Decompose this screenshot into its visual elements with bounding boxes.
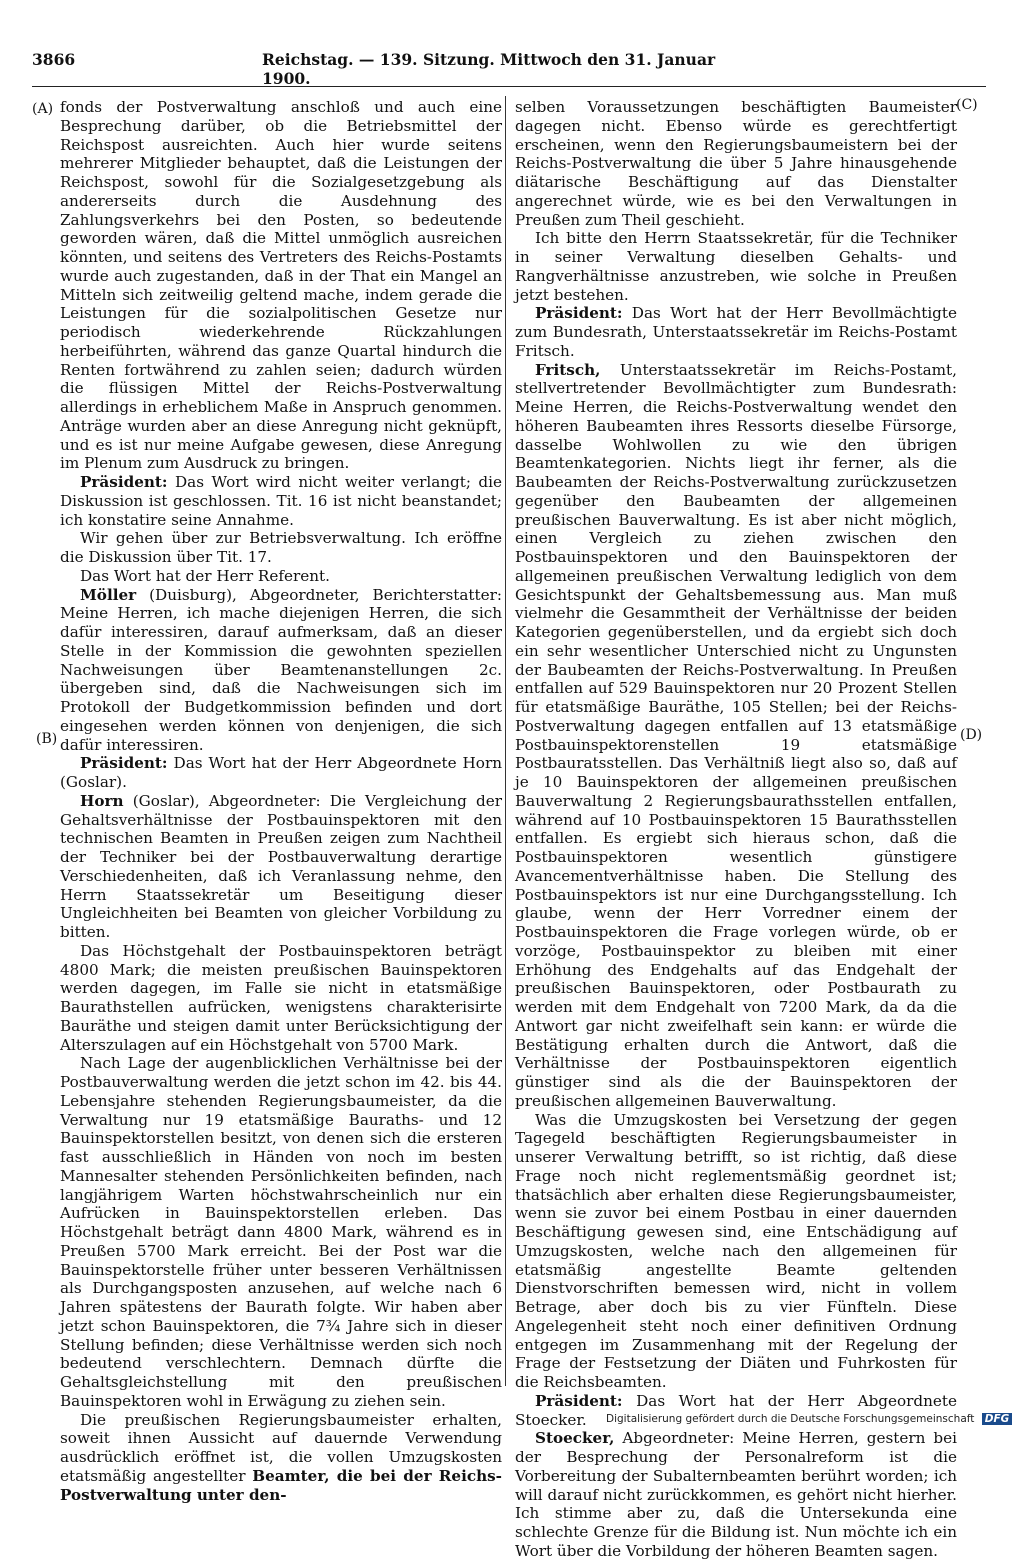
paragraph: Nach Lage der augenblicklichen Verhältnisse bei der Postbauverwaltung werden die jetzt schon im 42. bis 44. Lebensjahre stehenden Regierungsbaumeister, da die Verwaltung nur 19 etatsmäßige Bauraths- und 12 Bauinspektorstellen besitzt, von denen sich die ersteren fast ausschließlich in Händen von noch im besten Mannesalter stehenden Persönlichkeiten befinden, nach langjährigem Warten höchstwahrscheinlich nur ein Aufrücken in Bauinspektorstellen erleben. Das Höchstgehalt beträgt dann 4800 Mark, während es in Preußen 5700 Mark erreicht. Bei der Post war die Bauinspektorstelle früher unter besseren Verhältnissen als Durchgangsposten anzusehen, auf welche nach 6 Jahren spätestens der Baurath folgte. Wir haben aber jetzt schon Bauinspektoren, die 7¾ Jahre sich in dieser Stellung befinden; diese Verhältnisse werden sich noch bedeutend verschlechtern. Demnach dürfte die Gehaltsgleichstellung mit den preußischen Bauinspektoren wohl in Erwägung zu ziehen sein. <box>60 1054 502 1410</box>
paragraph-text: Das Wort hat der Herr Bevollmächtigte zum Bundesrath, Unterstaatssekretär im Reichs-Postamt Fritsch. <box>515 304 957 360</box>
paragraph: fonds der Postverwaltung anschloß und auch eine Besprechung darüber, ob die Betriebsmittel der Reichspost ausreichten. Auch hier wurde seitens mehrerer Mitglieder behauptet, daß die Leistungen der Reichspost, sowohl für die Sozialgesetzgebung als andererseits durch die Ausdehnung des Zahlungsverkehrs bei den Posten, so bedeutende geworden wären, daß die Mittel unmöglich ausreichen könnten, und seitens des Vertreters des Reichs-Postamts wurde auch zugestanden, daß in der That ein Mangel an Mitteln sich zeitweilig geltend mache, indem gerade die Leistungen für die sozialpolitischen Gesetze nur periodisch wiederkehrende Rückzahlungen herbeiführten, während das ganze Quartal hindurch die Renten fortwährend zu zahlen seien; dadurch würden die flüssigen Mittel der Reichs-Postverwaltung allerdings in erheblichem Maße in Anspruch genommen. Anträge wurden aber an diese Anregung nicht geknüpft, und es ist nur meine Aufgabe gewesen, diese Anregung im Plenum zum Ausdruck zu bringen. <box>60 98 502 473</box>
paragraph-text: Abgeordneter: Meine Herren, gestern bei der Besprechung der Personalreform ist die Vorbereitung der Subalternbeamten berührt worden; ich will darauf nicht zurückkommen, es gehört nicht hierher. Ich stimme aber zu, daß die Untersekunda eine schlechte Grenze für die Bildung ist. Nun möchte ich ein Wort über die Vorbildung der höheren Beamten sagen. <box>515 1429 957 1560</box>
column-divider <box>505 96 506 1386</box>
paragraph-text: Die preußischen Regierungsbaumeister erhalten, soweit ihnen Aussicht auf dauernde Verwendung ausdrücklich eröffnet ist, die vollen Umzugskosten etatsmäßig angestellter <box>60 1410 502 1485</box>
paragraph-text: Unterstaatssekretär im Reichs-Postamt, stellvertretender Bevollmächtigter zum Bundesrath: Meine Herren, die Reichs-Postverwaltung wendet den höheren Baubeamten ihres Ressorts dieselbe Fürsorge, dasselbe Wohlwollen zu wie den übrigen Beamtenkategorien. Nichts liegt ihr ferner, als die Baubeamten der Reichs-Postverwaltung zurückzusetzen gegenüber den Baubeamten der allgemeinen preußischen Bauverwaltung. Es ist aber nicht möglich, einen Vergleich zu ziehen zwischen den Postbauinspektoren und den Bauinspektoren der allgemeinen preußischen Verwaltung lediglich von dem Gesichtspunkt der Gehaltsbemessung aus. Man muß vielmehr die Gesammtheit der Verhältnisse der beiden Kategorien gegenüberstellen, und da ergiebt sich doch ein sehr wesentlicher Unterschied nicht zu Ungunsten der Baubeamten der Reichs-Postverwaltung. In Preußen entfallen auf 529 Bauinspektoren nur 20 Prozent Stellen für etatsmäßige Bauräthe, 105 Stellen; bei der Reichs-Postverwaltung dagegen entfallen auf 13 etatsmäßige Postbauinspektorenstellen 19 etatsmäßige Postbauratsstellen. Das Verhältniß liegt also so, daß auf je 10 Bauinspektoren der allgemeinen preußischen Bauverwaltung 2 Regierungsbaurathsstellen entfallen, während auf 10 Postbauinspektoren 15 Baurathsstellen entfallen. Es ergiebt sich hieraus schon, daß die Postbauinspektoren wesentlich günstigere Avancementverhältnisse haben. Die Stellung des Postbauinspektors ist nur eine Durchgangsstellung. Ich glaube, wenn der Herr Vorredner einem der Postbauinspektoren die Frage vorlegen würde, ob er vorzöge, Postbauinspektor zu bleiben mit einer Erhöhung des Endgehalts auf das Endgehalt der preußischen Bauinspektoren, oder Postbaurath zu werden mit dem Endgehalt von 7200 Mark, da da die Antwort gar nicht zweifelhaft sein kann: er würde die Bestätigung erhalten durch die Antwort, daß die Verhältnisse der Postbauinspektoren eigentlich günstiger sind als die der Bauinspektoren der preußischen allgemeinen Bauverwaltung. <box>515 360 957 1110</box>
digitization-credit <box>606 1413 1010 1429</box>
paragraph: Das Wort hat der Herr Referent. <box>80 566 330 585</box>
paragraph <box>60 586 502 755</box>
paragraph: Ich bitte den Herrn Staatssekretär, für die Techniker in seiner Verwaltung dieselben Gehalts- und Rangverhältnisse anzustreben, wie solche in Preußen jetzt bestehen. <box>515 229 957 304</box>
paragraph <box>515 1429 957 1560</box>
paragraph: selben Voraussetzungen beschäftigten Baumeister dagegen nicht. Ebenso würde es gerechtfertigt erscheinen, wenn den Regierungsbaumeistern bei der Reichs-Postverwaltung die über 5 Jahre hinausgehende diätarische Beschäftigung auf das Dienstalter angerechnet würde, wie es bei den Verwaltungen in Preußen zum Theil geschieht. <box>515 98 957 229</box>
speaker-name: Möller <box>80 585 137 604</box>
paragraph-text: (Duisburg), Abgeordneter, Berichterstatter: Meine Herren, ich mache diejenigen Herren, die sich dafür interessiren, darauf aufmerksam, daß an dieser Stelle in der Kommission die gewohnten speziellen Nachweisungen über Beamtenanstellungen 2c. übergeben sind, daß die Nachweisungen sich im Protokoll der Budgetkommission befinden und dort eingesehen werden können von denjenigen, die sich dafür interessiren. <box>60 585 502 754</box>
dfg-logo: DFG <box>982 1413 1012 1425</box>
paragraph <box>60 473 502 529</box>
speaker-name: Präsident: <box>535 1391 623 1410</box>
paragraph-text: Das Wort wird nicht weiter verlangt; die Diskussion ist geschlossen. Tit. 16 ist nicht beanstandet; ich konstatire seine Annahme. <box>60 473 502 529</box>
paragraph <box>60 1411 502 1505</box>
page-header <box>32 50 744 88</box>
paragraph-text: Das Wort hat der Herr Abgeordnete Horn (Goslar). <box>60 754 502 791</box>
paragraph <box>60 792 502 942</box>
margin-mark-b: (B) <box>36 731 58 747</box>
bold-text: Beamter, die bei der Reichs-Postverwaltung unter den- <box>60 1466 502 1504</box>
paragraph-text: Das Wort hat der Herr Abgeordnete Stoecker. <box>515 1391 957 1429</box>
paragraph: Das Höchstgehalt der Postbauinspektoren beträgt 4800 Mark; die meisten preußischen Bauinspektoren werden dagegen, im Falle sie nicht in etatsmäßige Baurathstellen aufrücken, wenigstens charakterisirte Bauräthe und steigen damit unter Berücksichtigung der Alterszulagen auf ein Höchstgehalt von 5700 Mark. <box>60 941 502 1054</box>
paragraph <box>60 754 502 792</box>
margin-mark-c: (C) <box>956 97 978 113</box>
paragraph: Wir gehen über zur Betriebsverwaltung. Ich eröffne die Diskussion über Tit. 17. <box>60 529 502 566</box>
speaker-name: Präsident: <box>80 754 168 773</box>
paragraph <box>515 304 957 360</box>
paragraph <box>515 361 957 1111</box>
margin-mark-a: (A) <box>32 101 54 117</box>
speaker-name: Präsident: <box>80 473 168 491</box>
speaker-name: Fritsch, <box>535 360 601 379</box>
speaker-name: Stoecker, <box>535 1429 615 1448</box>
paragraph-text: (Goslar), Abgeordneter: Die Vergleichung der Gehaltsverhältnisse der Postbauinspektoren mit den technischen Beamten in Preußen zeigen zum Nachtheil der Techniker bei der Postbauverwaltung derartige Verschiedenheiten, daß ich Veranlassung nehme, den Herrn Staatssekretär um Beseitigung dieser Ungleichheiten bei Beamten von gleicher Vorbildung zu bitten. <box>60 791 502 941</box>
credit-text: Digitalisierung gefördert durch die Deutsche Forschungsgemeinschaft <box>606 1413 975 1425</box>
speaker-name: Präsident: <box>535 304 623 323</box>
left-column <box>60 98 502 1504</box>
page-title: Reichstag. — 139. Sitzung. Mittwoch den 31. Januar 1900. <box>262 50 716 88</box>
page-number: 3866 <box>32 50 76 69</box>
paragraph: Was die Umzugskosten bei Versetzung der gegen Tagegeld beschäftigten Regierungsbaumeister in unserer Verwaltung betrifft, so ist richtig, daß diese Frage noch nicht reglementsmäßig geordnet ist; thatsächlich aber erhalten diese Regierungsbaumeister, wenn sie zuvor bei einem Postbau in einer dauernden Beschäftigung gewesen sind, eine Entschädigung auf Umzugskosten, welche nach den allgemeinen für etatsmäßig angestellte Beamte geltenden Dienstvorschriften bemessen wird, nicht in vollem Betrage, aber doch bis zu vier Fünfteln. Diese Angelegenheit steht noch einer definitiven Ordnung entgegen im Zusammenhang mit der Regelung der Frage der Festsetzung der Diäten und Fuhrkosten für die Reichsbeamten. <box>515 1110 957 1391</box>
margin-mark-d: (D) <box>960 727 983 743</box>
right-column <box>515 98 957 1561</box>
header-rule <box>32 86 986 87</box>
speaker-name: Horn <box>80 791 124 810</box>
